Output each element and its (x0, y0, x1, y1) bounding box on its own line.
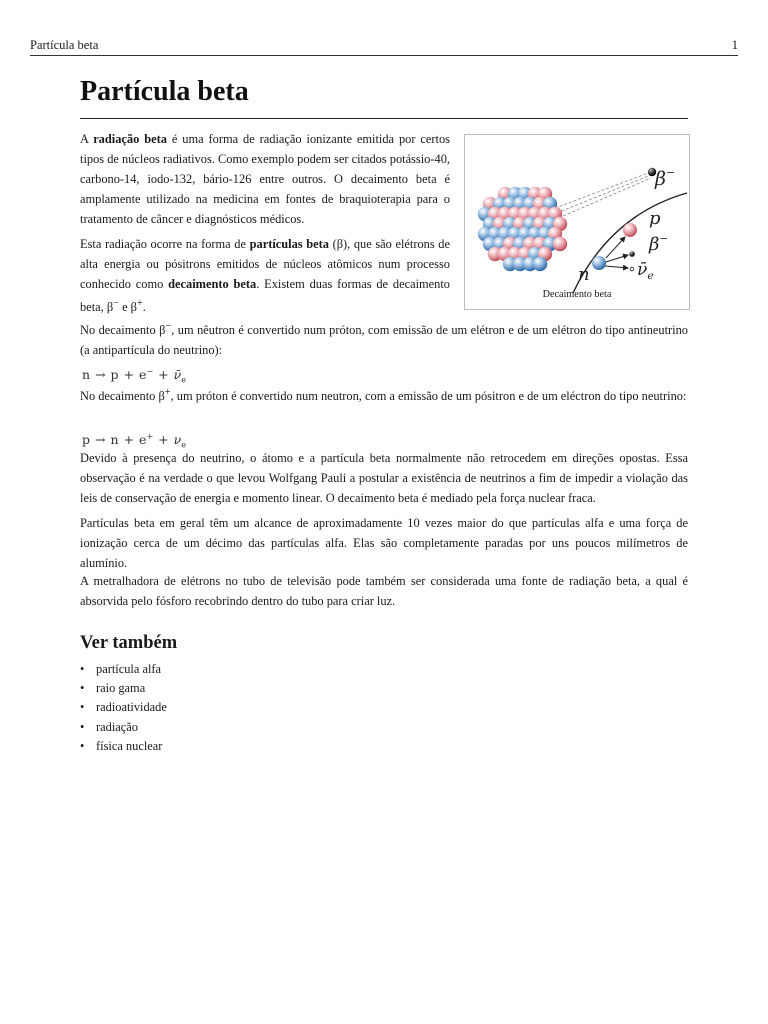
nucleus (478, 187, 567, 271)
see-also-link[interactable]: radiação (96, 719, 138, 734)
beta-minus-paragraph (80, 317, 688, 360)
beta-plus-paragraph (80, 383, 688, 406)
superscript: + (136, 298, 143, 309)
see-also-link[interactable]: partícula alfa (96, 662, 162, 676)
superscript: − (113, 298, 119, 309)
emission-trail (550, 172, 651, 220)
formula-term: p (110, 367, 119, 383)
television-paragraph: A metralhadora de elétrons no tubo de televisão pode também ser considerada uma fonte de radiação beta, a qual é absorvida pelo fósforo recobrindo dentro do tubo para criar luz. (80, 574, 688, 608)
formula-subscript: e (181, 375, 186, 385)
page-number: 1 (731, 38, 738, 52)
proton-sphere (553, 237, 567, 251)
see-also-link[interactable]: raio gama (96, 681, 146, 696)
beta-minus-formula (82, 367, 186, 385)
header-rule (30, 55, 738, 56)
intro-paragraph (80, 129, 450, 229)
superscript: − (165, 321, 172, 332)
nucleus-boundary-arc (573, 193, 687, 293)
beta-plus-formula (82, 432, 186, 450)
bullet-marker: • (80, 738, 85, 753)
formula-operator: + (158, 432, 169, 448)
formula-operator: + (123, 367, 135, 383)
superscript: + (164, 387, 171, 398)
page-title: Partícula beta (80, 76, 249, 107)
formula-term: ν̄ (173, 367, 182, 383)
see-also-item[interactable] (80, 679, 167, 698)
text-run: (β), que são elétrons de alta energia ou pósitrons emitidos de núcleos atômicos num processo conhecido como (80, 237, 451, 291)
label-beta-minus-top: β− (655, 166, 676, 190)
formula-term: ν (173, 432, 182, 448)
term-particulas-beta: partículas beta (249, 237, 329, 251)
formula-term: p (82, 432, 91, 448)
antineutrino (630, 267, 634, 271)
neutrino-paragraph: Devido à presença do neutrino, o átomo e a partícula beta normalmente não retrocedem em direções opostas. Essa observação é na verdade o que levou Wolfgang Pauli a postular a existência de neutrinos a fim de impedir a violação das leis de conservação de energia e momento linear. O decaimento beta é mediado pela força nuclear fraca. (80, 451, 688, 505)
formula-superscript: + (146, 432, 154, 441)
formula-superscript: − (146, 367, 154, 376)
see-also-item[interactable] (80, 718, 167, 737)
text-run: . (142, 300, 146, 315)
forms-paragraph (80, 234, 450, 317)
see-also-item[interactable] (80, 737, 167, 756)
label-beta-minus: β− (649, 233, 669, 255)
text-run: No decaimento β (80, 323, 166, 338)
text-run: , um próton é convertido num neutron, com a emissão de um pósitron e de um eléctron do tipo neutrino: (170, 389, 687, 404)
text-run: é uma forma de radiação ionizante emitida por certos tipos de núcleos radiativos. Como exemplo podem ser citados potássio-40, carbono-14, iodo-132, bário-126 entre outros. O decaimento beta é amplamente utilizado na medicina em fontes de braquioterapia para o tratamento de câncer e diagnósticos médicos. (80, 132, 450, 226)
figure-caption: Decaimento beta (542, 289, 612, 300)
bullet-marker: • (80, 719, 85, 734)
see-also-item[interactable] (80, 660, 167, 679)
decaying-neutron (592, 256, 606, 270)
formula-term: e (139, 367, 147, 383)
text-run: . Existem duas formas de decaimento beta, β (80, 277, 450, 315)
beta-decay-illustration (465, 135, 689, 309)
label-antineutrino: $\nū_e$ (637, 260, 654, 282)
label-neutron: n (578, 264, 590, 285)
formula-operator: → (95, 367, 106, 383)
text-run: e β (118, 300, 137, 315)
formula-operator: + (158, 367, 169, 383)
see-also-list (80, 660, 167, 756)
running-head: Partícula beta (30, 38, 99, 52)
text-run: , um nêutron é convertido num próton, com emissão de um elétron e de um elétron do tipo antineutrino (a antipartícula do neutrino): (80, 323, 689, 358)
formula-operator: + (123, 432, 135, 448)
formula-term: e (139, 432, 147, 448)
see-also-heading: Ver também (80, 633, 178, 653)
see-also-item[interactable] (80, 698, 167, 717)
formula-operator: → (95, 432, 106, 448)
term-decaimento-beta: decaimento beta (168, 277, 257, 291)
see-also-link[interactable]: física nuclear (96, 738, 163, 753)
arrow-to-electron (606, 255, 628, 262)
bullet-marker: • (80, 700, 85, 715)
see-also-link[interactable]: radioatividade (96, 700, 167, 715)
formula-term: n (110, 432, 119, 448)
emitted-proton (623, 223, 637, 237)
bullet-marker: • (80, 681, 85, 696)
formula-subscript: e (181, 440, 186, 450)
text-run: A (80, 132, 94, 146)
decay-electron (629, 251, 635, 257)
text-run: Esta radiação ocorre na forma de (80, 237, 250, 251)
arrow-to-antineutrino (605, 266, 628, 268)
bullet-marker: • (80, 662, 85, 676)
range-paragraph: Partículas beta em geral têm um alcance de aproximadamente 10 vezes maior do que partículas alfa e uma força de ionização cerca de um décimo das partículas alfa. Elas são completamente paradas por uns poucos milímetros de alumínio. (80, 516, 688, 570)
formula-term: n (82, 367, 91, 383)
title-rule (80, 118, 688, 119)
term-radiacao-beta: radiação beta (93, 132, 167, 146)
beta-decay-figure (464, 134, 690, 310)
text-run: No decaimento β (80, 389, 165, 404)
label-proton: p (649, 208, 661, 229)
neutron-sphere (533, 257, 547, 271)
